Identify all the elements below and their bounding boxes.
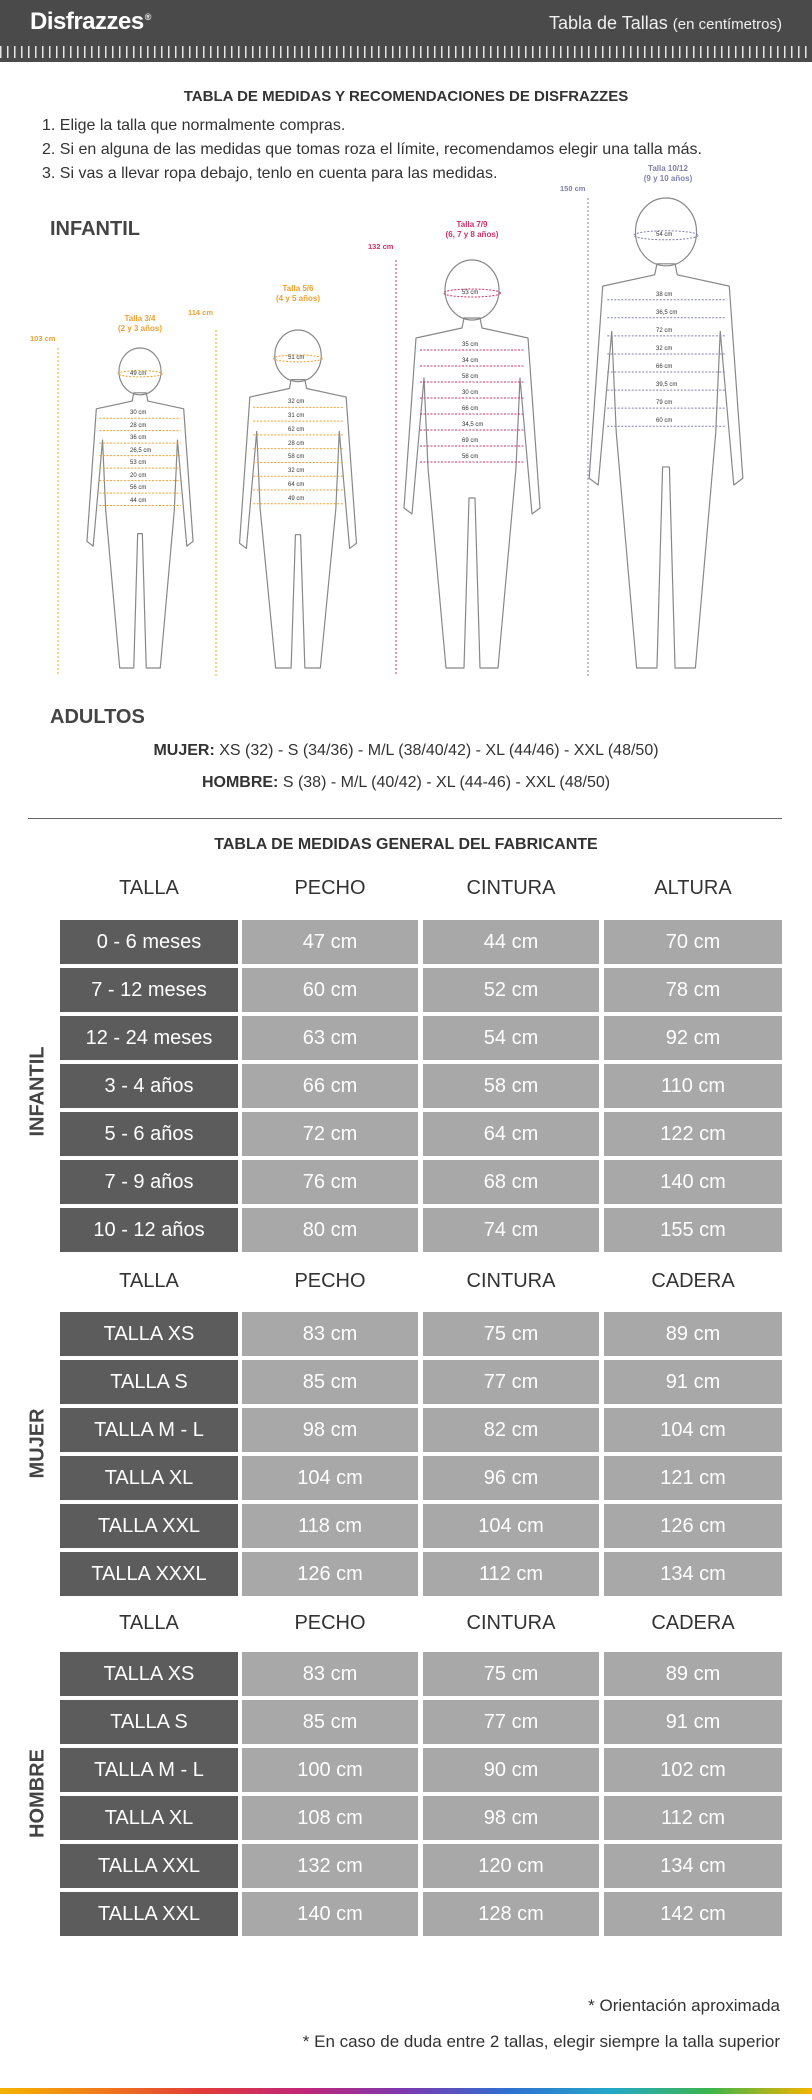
infantil-value-cell: 66 cm: [242, 1064, 418, 1108]
head-measure-label: 53 cm: [462, 290, 479, 296]
body-measure-label: 56 cm: [462, 454, 479, 460]
hombre-size-cell: TALLA XXL: [60, 1844, 238, 1888]
infantil-value-cell: 74 cm: [423, 1208, 599, 1252]
hombre-value-cell: 112 cm: [604, 1796, 782, 1840]
body-measure-label: 39,5 cm: [656, 382, 678, 389]
head-measure-label: 49 cm: [130, 370, 147, 377]
mujer-size-cell: TALLA XXL: [60, 1504, 238, 1548]
general-table-title: TABLA DE MEDIDAS GENERAL DEL FABRICANTE: [214, 836, 598, 853]
hombre-value-cell: 89 cm: [604, 1652, 782, 1696]
infantil-value-cell: 72 cm: [242, 1112, 418, 1156]
hombre-value-cell: 128 cm: [423, 1892, 599, 1936]
hombre-value-cell: 120 cm: [423, 1844, 599, 1888]
recommendations-title: TABLA DE MEDIDAS Y RECOMENDACIONES DE DISFRAZZES: [183, 88, 629, 105]
note-doubt: * En caso de duda entre 2 tallas, elegir siempre la talla superior: [302, 2032, 780, 2051]
figure-edad: (4 y 5 años): [275, 294, 320, 303]
infantil-header-talla: TALLA: [119, 877, 179, 899]
body-measure-label: 20 cm: [130, 472, 147, 479]
hombre-header-pecho: PECHO: [294, 1612, 366, 1634]
body-measure-label: 64 cm: [288, 481, 305, 488]
header-bar: [0, 0, 812, 62]
infantil-value-cell: 52 cm: [423, 968, 599, 1012]
infantil-value-cell: 47 cm: [242, 920, 418, 964]
figure-height-label: 150 cm: [560, 184, 586, 193]
hombre-value-cell: 85 cm: [242, 1700, 418, 1744]
hombre-size-cell: TALLA M - L: [60, 1748, 238, 1792]
mujer-value-cell: 83 cm: [242, 1312, 418, 1356]
infantil-header-altura: ALTURA: [654, 877, 732, 899]
body-measure-label: 62 cm: [288, 426, 305, 433]
figure-talla: Talla 3/4: [124, 314, 156, 323]
hombre-header-cadera: CADERA: [651, 1612, 735, 1634]
child-body-outline: [589, 264, 743, 668]
mujer-size-cell: TALLA XXXL: [60, 1552, 238, 1596]
mujer-value-cell: 104 cm: [604, 1408, 782, 1452]
body-measure-label: 34 cm: [462, 358, 479, 364]
figure-size-label: [100, 314, 180, 334]
mujer-value-cell: 104 cm: [242, 1456, 418, 1500]
hombre-value-cell: 77 cm: [423, 1700, 599, 1744]
infantil-value-cell: 44 cm: [423, 920, 599, 964]
mujer-value-cell: 134 cm: [604, 1552, 782, 1596]
infantil-value-cell: 68 cm: [423, 1160, 599, 1204]
body-measure-label: 49 cm: [288, 495, 305, 502]
child-body-outline: [240, 380, 357, 668]
body-measure-label: 30 cm: [130, 410, 147, 417]
infantil-value-cell: 70 cm: [604, 920, 782, 964]
hombre-side-label: HOMBRE: [26, 1749, 49, 1838]
child-silhouettes-svg: [40, 168, 780, 688]
body-measure-label: 66 cm: [462, 406, 479, 412]
mujer-value-cell: 96 cm: [423, 1456, 599, 1500]
mujer-value-cell: 98 cm: [242, 1408, 418, 1452]
infantil-value-cell: 122 cm: [604, 1112, 782, 1156]
figure-talla: Talla 7/9: [456, 220, 488, 229]
hombre-header-talla: TALLA: [119, 1612, 179, 1634]
mujer-header-cadera: CADERA: [651, 1270, 735, 1292]
hombre-size-cell: TALLA S: [60, 1700, 238, 1744]
recommendation-item: 3. Si vas a llevar ropa debajo, tenlo en cuenta para las medidas.: [42, 165, 498, 182]
mujer-value-cell: 104 cm: [423, 1504, 599, 1548]
body-measure-label: 69 cm: [462, 438, 479, 444]
child-figures: [30, 164, 780, 688]
mujer-value-cell: 112 cm: [423, 1552, 599, 1596]
mujer-size-cell: TALLA XL: [60, 1456, 238, 1500]
hombre-size-cell: TALLA XL: [60, 1796, 238, 1840]
body-measure-label: 34,5 cm: [462, 422, 484, 428]
mujer-value-cell: 126 cm: [604, 1504, 782, 1548]
infantil-value-cell: 76 cm: [242, 1160, 418, 1204]
section-divider: [28, 818, 782, 819]
infantil-value-cell: 92 cm: [604, 1016, 782, 1060]
hombre-value-cell: 75 cm: [423, 1652, 599, 1696]
infantil-value-cell: 60 cm: [242, 968, 418, 1012]
figure-height-label: 132 cm: [368, 242, 394, 251]
infantil-size-cell: 3 - 4 años: [60, 1064, 238, 1108]
infantil-value-cell: 58 cm: [423, 1064, 599, 1108]
recommendation-item: 2. Si en alguna de las medidas que tomas roza el límite, recomendamos elegir una talla más.: [42, 141, 702, 158]
mujer-header-pecho: PECHO: [294, 1270, 366, 1292]
body-measure-label: 28 cm: [130, 422, 147, 429]
infantil-value-cell: 54 cm: [423, 1016, 599, 1060]
hombre-value-cell: 108 cm: [242, 1796, 418, 1840]
body-measure-label: 44 cm: [130, 497, 147, 504]
figure-size-label: [258, 284, 338, 304]
hombre-value-cell: 132 cm: [242, 1844, 418, 1888]
hombre-value-cell: 102 cm: [604, 1748, 782, 1792]
infantil-header-pecho: PECHO: [294, 877, 366, 899]
hombre-value-cell: 91 cm: [604, 1700, 782, 1744]
mujer-value-cell: 89 cm: [604, 1312, 782, 1356]
infantil-value-cell: 80 cm: [242, 1208, 418, 1252]
head-measure-label: 51 cm: [288, 355, 305, 362]
mujer-value-cell: 77 cm: [423, 1360, 599, 1404]
mujer-size-cell: TALLA XS: [60, 1312, 238, 1356]
mujer-label: MUJER:: [153, 742, 215, 759]
brand-logo[interactable]: Disfrazzes®: [30, 8, 151, 35]
figure-talla: Talla 10/12: [648, 164, 688, 173]
body-measure-label: 32 cm: [288, 399, 305, 406]
figure-height-label: 103 cm: [30, 334, 56, 343]
hombre-sizes-line: [0, 774, 812, 792]
infantil-size-cell: 10 - 12 años: [60, 1208, 238, 1252]
body-measure-label: 79 cm: [656, 400, 673, 407]
mujer-value-cell: 85 cm: [242, 1360, 418, 1404]
head-measure-label: 54 cm: [656, 232, 673, 239]
body-measure-label: 32 cm: [656, 345, 673, 352]
figure-height-label: 114 cm: [188, 308, 214, 317]
hombre-size-cell: TALLA XXL: [60, 1892, 238, 1936]
body-measure-label: 31 cm: [288, 413, 305, 420]
body-measure-label: 36 cm: [130, 435, 147, 442]
body-measure-label: 28 cm: [288, 440, 305, 447]
figure-edad: (2 y 3 años): [117, 324, 162, 333]
mujer-size-cell: TALLA S: [60, 1360, 238, 1404]
infantil-side-label: INFANTIL: [26, 1046, 49, 1137]
infantil-size-cell: 5 - 6 años: [60, 1112, 238, 1156]
body-measure-label: 26,5 cm: [130, 447, 152, 454]
mujer-side-label: MUJER: [26, 1408, 49, 1479]
figure-size-label: [432, 220, 512, 240]
figure-talla: Talla 5/6: [282, 284, 314, 293]
mujer-value-cell: 91 cm: [604, 1360, 782, 1404]
figure-edad: (9 y 10 años): [643, 174, 693, 183]
note-approx: * Orientación aproximada: [588, 1996, 780, 2015]
body-measure-label: 32 cm: [288, 468, 305, 475]
mujer-sizes-line: [0, 742, 812, 760]
infantil-value-cell: 63 cm: [242, 1016, 418, 1060]
body-measure-label: 60 cm: [656, 418, 673, 425]
hombre-size-cell: TALLA XS: [60, 1652, 238, 1696]
body-measure-label: 72 cm: [656, 327, 673, 334]
infantil-size-cell: 0 - 6 meses: [60, 920, 238, 964]
page-title: Tabla de Tallas (en centímetros): [549, 13, 782, 33]
body-measure-label: 30 cm: [462, 390, 479, 396]
mujer-value-cell: 75 cm: [423, 1312, 599, 1356]
mujer-header-talla: TALLA: [119, 1270, 179, 1292]
infantil-size-cell: 12 - 24 meses: [60, 1016, 238, 1060]
mujer-value-cell: 126 cm: [242, 1552, 418, 1596]
hombre-value-cell: 142 cm: [604, 1892, 782, 1936]
body-measure-label: 58 cm: [288, 454, 305, 461]
hombre-value-cell: 134 cm: [604, 1844, 782, 1888]
hombre-value-cell: 83 cm: [242, 1652, 418, 1696]
infantil-value-cell: 155 cm: [604, 1208, 782, 1252]
ruler-decoration: [0, 44, 812, 60]
body-measure-label: 58 cm: [462, 374, 479, 380]
mujer-value-cell: 118 cm: [242, 1504, 418, 1548]
mujer-size-cell: TALLA M - L: [60, 1408, 238, 1452]
body-measure-label: 35 cm: [462, 342, 479, 348]
mujer-header-cintura: CINTURA: [466, 1270, 556, 1292]
infantil-value-cell: 64 cm: [423, 1112, 599, 1156]
body-measure-label: 66 cm: [656, 364, 673, 371]
hombre-label: HOMBRE:: [201, 774, 279, 791]
recommendation-item: 1. Elige la talla que normalmente compras.: [42, 117, 346, 134]
figure-size-label: [628, 164, 708, 184]
body-measure-label: 56 cm: [130, 485, 147, 492]
figure-edad: (6, 7 y 8 años): [445, 230, 499, 239]
adultos-section-label: ADULTOS: [50, 706, 145, 728]
mujer-value-cell: 82 cm: [423, 1408, 599, 1452]
mujer-sizes: XS (32) - S (34/36) - M/L (38/40/42) - XL (44/46) - XXL (48/50): [219, 742, 659, 759]
infantil-value-cell: 140 cm: [604, 1160, 782, 1204]
infantil-value-cell: 78 cm: [604, 968, 782, 1012]
hombre-value-cell: 100 cm: [242, 1748, 418, 1792]
infantil-value-cell: 110 cm: [604, 1064, 782, 1108]
infantil-section-label: INFANTIL: [50, 218, 140, 240]
infantil-size-cell: 7 - 12 meses: [60, 968, 238, 1012]
body-measure-label: 53 cm: [130, 460, 147, 467]
hombre-value-cell: 90 cm: [423, 1748, 599, 1792]
child-body-outline: [404, 318, 540, 668]
body-measure-label: 36,5 cm: [656, 309, 678, 316]
hombre-header-cintura: CINTURA: [466, 1612, 556, 1634]
mujer-value-cell: 121 cm: [604, 1456, 782, 1500]
hombre-value-cell: 140 cm: [242, 1892, 418, 1936]
child-body-outline: [87, 393, 193, 668]
infantil-size-cell: 7 - 9 años: [60, 1160, 238, 1204]
infantil-header-cintura: CINTURA: [466, 877, 556, 899]
hombre-value-cell: 98 cm: [423, 1796, 599, 1840]
hombre-sizes: S (38) - M/L (40/42) - XL (44-46) - XXL (48/50): [282, 774, 611, 791]
body-measure-label: 38 cm: [656, 291, 673, 298]
rainbow-bar: [0, 2088, 812, 2094]
